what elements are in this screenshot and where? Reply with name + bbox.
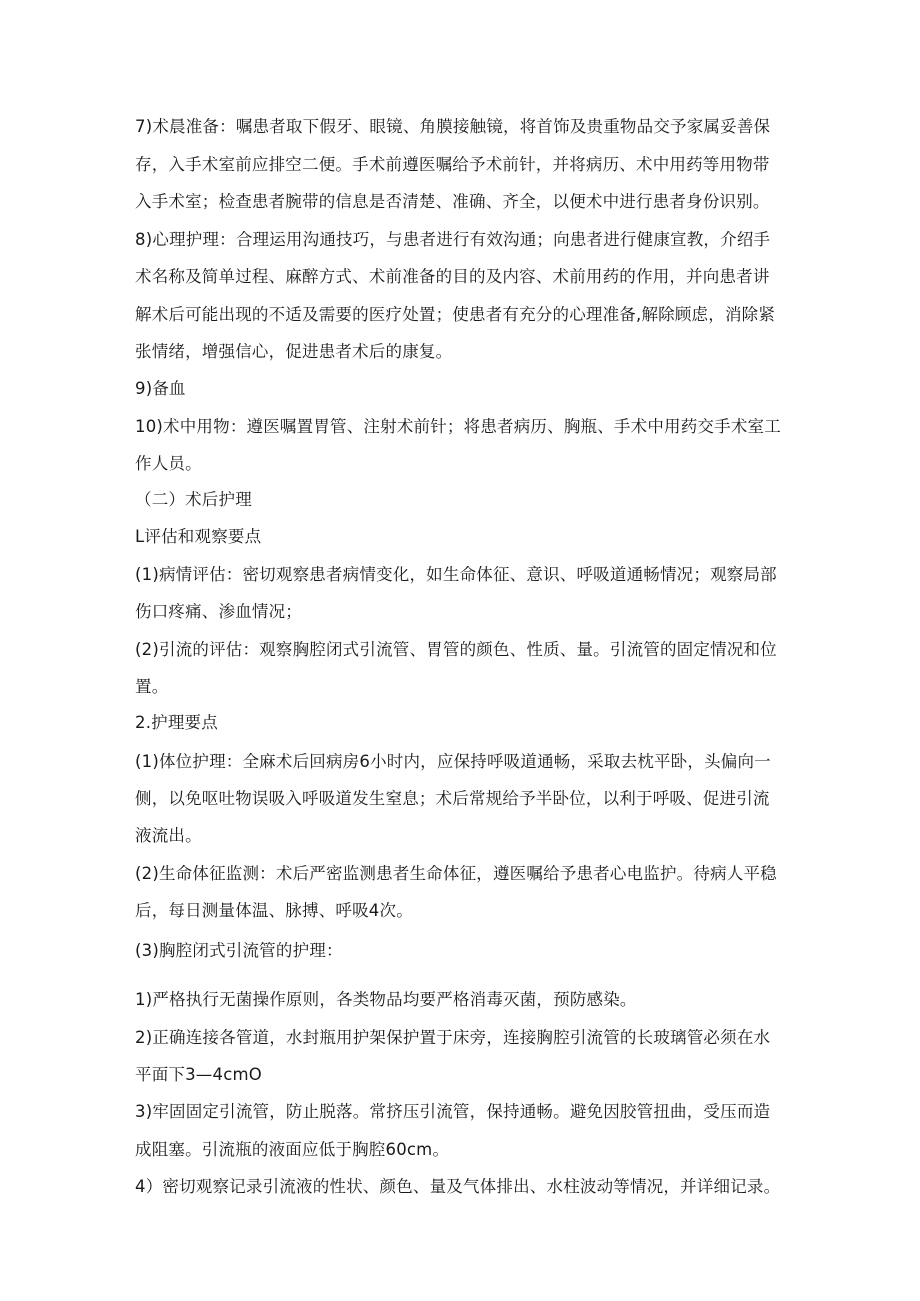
- text-line: 7)术晨准备：嘱患者取下假牙、眼镜、角膜接触镜，将首饰及贵重物品交予家属妥善保: [135, 117, 771, 136]
- text-line: 9)备血: [135, 379, 186, 398]
- text-line: (1)体位护理：全麻术后回病房6小时内，应保持呼吸道通畅，采取去枕平卧，头偏向一: [135, 752, 771, 771]
- text-line: 张情绪，增强信心，促进患者术后的康复。: [135, 342, 453, 361]
- text-line: 伤口疼痛、渗血情况；: [135, 602, 302, 621]
- sub-heading: L评估和观察要点: [135, 527, 262, 546]
- text-line: 存，入手术室前应排空二便。手术前遵医嘱给予术前针，并将病历、术中用药等用物带: [135, 155, 770, 174]
- text-line: 10)术中用物：遵医嘱置胃管、注射术前针；将患者病历、胸瓶、手术中用药交手术室工: [135, 417, 781, 436]
- text-line: 1)严格执行无菌操作原则，各类物品均要严格消毒灭菌，预防感染。: [135, 990, 637, 1009]
- sub-heading: 2.护理要点: [135, 713, 218, 732]
- text-line: 液流出。: [135, 826, 202, 845]
- text-line: 术名称及简单过程、麻醉方式、术前准备的目的及内容、术前用药的作用，并向患者讲: [135, 267, 770, 286]
- text-line: (2)生命体征监测：术后严密监测患者生命体征，遵医嘱给予患者心电监护。待病人平稳: [135, 864, 777, 883]
- text-line: 侧，以免呕吐物误吸入呼吸道发生窒息；术后常规给予半卧位，以利于呼吸、促进引流: [135, 789, 770, 808]
- text-line: 解术后可能出现的不适及需要的医疗处置；使患者有充分的心理准备,解除顾虑，消除紧: [135, 305, 776, 324]
- text-line: 3)牢固固定引流管，防止脱落。常挤压引流管，保持通畅。避免因胶管扭曲，受压而造: [135, 1102, 771, 1121]
- text-line: 入手术室；检查患者腕带的信息是否清楚、准确、齐全，以便术中进行患者身份识别。: [135, 192, 770, 211]
- text-line: (1)病情评估：密切观察患者病情变化，如生命体征、意识、呼吸道通畅情况；观察局部: [135, 565, 777, 584]
- section-heading: （二）术后护理: [135, 490, 252, 509]
- text-line: (2)引流的评估：观察胸腔闭式引流管、胃管的颜色、性质、量。引流管的固定情况和位: [135, 640, 777, 659]
- text-line: 8)心理护理：合理运用沟通技巧，与患者进行有效沟通；向患者进行健康宣教，介绍手: [135, 230, 771, 249]
- text-line: 平面下3—4cmO: [135, 1065, 262, 1084]
- text-line: 置。: [135, 677, 169, 696]
- text-line: (3)胸腔闭式引流管的护理：: [135, 941, 343, 960]
- text-line: 成阻塞。引流瓶的液面应低于胸腔60cm。: [135, 1140, 450, 1159]
- text-line: 后，每日测量体温、脉搏、呼吸4次。: [135, 901, 413, 920]
- text-line: 2)正确连接各管道，水封瓶用护架保护置于床旁，连接胸腔引流管的长玻璃管必须在水: [135, 1028, 771, 1047]
- text-line: 4）密切观察记录引流液的性状、颜色、量及气体排出、水柱波动等情况，并详细记录。: [135, 1177, 781, 1196]
- text-line: 作人员。: [135, 454, 202, 473]
